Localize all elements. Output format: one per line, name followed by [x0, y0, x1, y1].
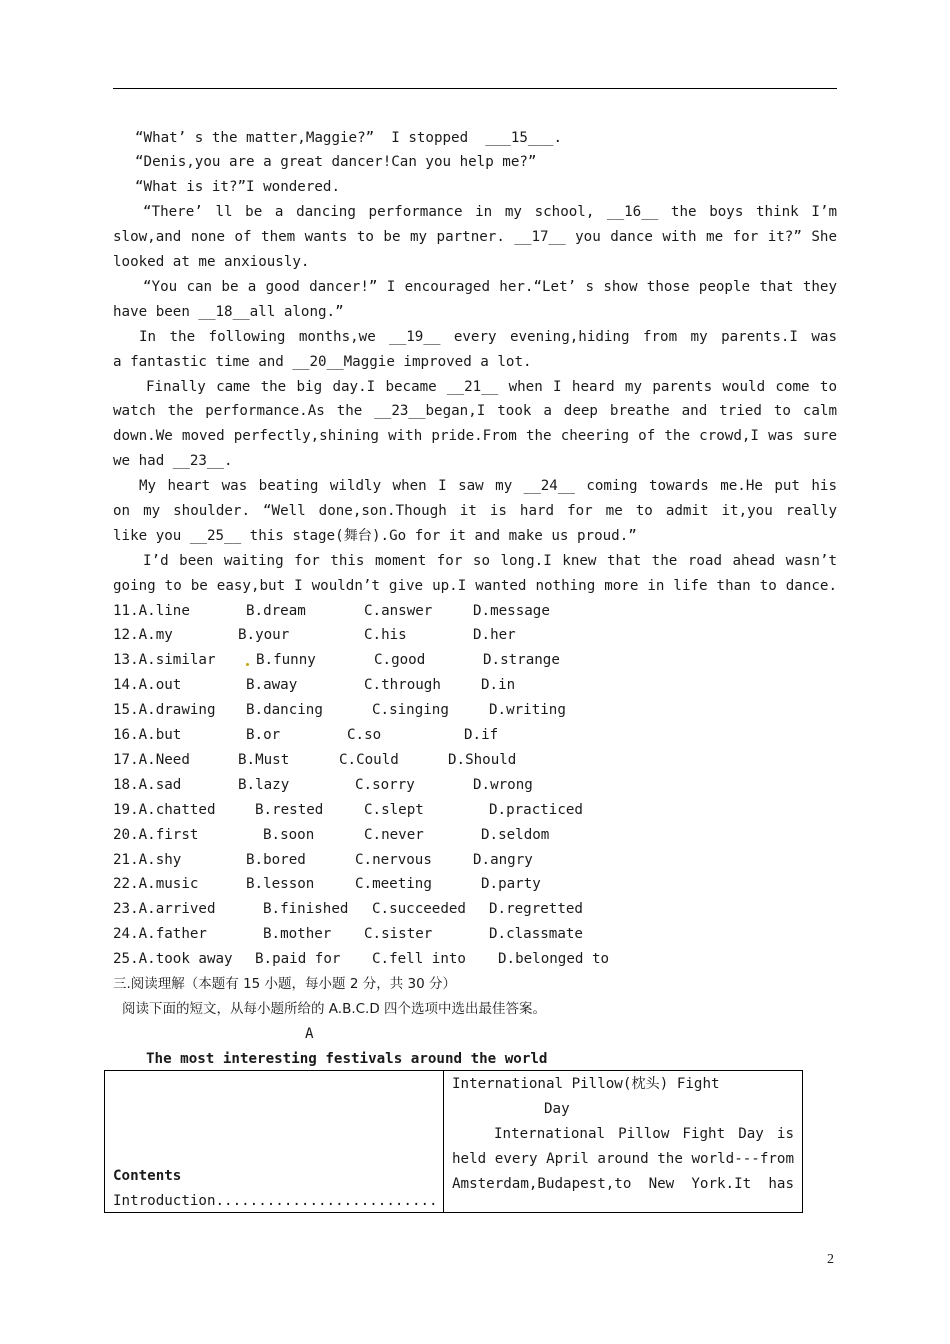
option-d: D.Should [448, 752, 517, 768]
passage-line: a fantastic time and __20__Maggie improved a lot. [113, 354, 532, 370]
option-c: C.so [347, 727, 382, 743]
option-b: B.your [238, 627, 290, 643]
option-d: D.her [473, 627, 516, 643]
passage-line: “There’ ll be a dancing performance in my school, __16__ the boys think I’m [143, 204, 837, 220]
option-c: C.fell into [372, 951, 466, 967]
festival-line: held every April around the world---from [452, 1151, 794, 1167]
option-c: C.his [364, 627, 407, 643]
option-c: C.succeeded [372, 901, 466, 917]
option-c: C.nervous [355, 852, 432, 868]
option-c: C.sister [364, 926, 433, 942]
option-a: 16.A.but [113, 727, 182, 743]
page-number: 2 [827, 1252, 834, 1267]
passage-line: “You can be a good dancer!” I encouraged her.“Let’ s show those people that they [143, 279, 837, 295]
option-b: B.dancing [246, 702, 323, 718]
option-c: C.singing [372, 702, 449, 718]
section-heading: 三.阅读理解（本题有 15 小题，每小题 2 分，共 30 分） [113, 976, 456, 992]
option-b: B.rested [255, 802, 324, 818]
option-b: B.lazy [238, 777, 290, 793]
option-c: C.never [364, 827, 424, 843]
option-a: 15.A.drawing [113, 702, 216, 718]
festival-line: International Pillow(枕头) Fight [452, 1076, 720, 1092]
option-a: 13.A.similar [113, 652, 216, 668]
option-a: 24.A.father [113, 926, 207, 942]
option-c: C.answer [364, 603, 433, 619]
option-b: B.soon [263, 827, 315, 843]
option-c: C.sorry [355, 777, 415, 793]
contents-label: Contents [113, 1168, 182, 1184]
option-b: B.or [246, 727, 281, 743]
option-a: 12.A.my [113, 627, 173, 643]
passage-line: like you __25__ this stage(舞台).Go for it and make us proud.” [113, 528, 637, 544]
introduction-entry: Introduction.......................... [113, 1193, 438, 1209]
option-b: B.lesson [246, 876, 315, 892]
passage-line: going to be easy,but I wouldn’t give up.I wanted nothing more in life than to dance. [113, 578, 837, 594]
header-rule [113, 88, 837, 89]
option-d: D.message [473, 603, 550, 619]
passage-line: we had __23__. [113, 453, 233, 469]
option-d: D.writing [489, 702, 566, 718]
option-a: 18.A.sad [113, 777, 182, 793]
passage-line: In the following months,we __19__ every evening,hiding from my parents.I was [139, 329, 837, 345]
option-b: B.mother [263, 926, 332, 942]
stray-mark [246, 663, 249, 666]
option-b: B.paid for [255, 951, 341, 967]
passage-line: have been __18__all along.” [113, 304, 344, 320]
passage-line: My heart was beating wildly when I saw my __24__ coming towards me.He put his [139, 478, 837, 494]
festival-table [104, 1070, 803, 1213]
option-c: C.through [364, 677, 441, 693]
option-c: C.meeting [355, 876, 432, 892]
option-b: B.away [246, 677, 298, 693]
option-b: B.funny [256, 652, 316, 668]
option-c: C.slept [364, 802, 424, 818]
option-d: D.classmate [489, 926, 583, 942]
passage-line: “What is it?”I wondered. [135, 179, 340, 195]
option-a: 19.A.chatted [113, 802, 216, 818]
passage-title: The most interesting festivals around the world [146, 1051, 548, 1067]
option-a: 21.A.shy [113, 852, 182, 868]
festival-line: Day [544, 1101, 570, 1117]
passage-line: watch the performance.As the __23__began,I took a deep breathe and tried to calm [113, 403, 837, 419]
passage-line: down.We moved perfectly,shining with pride.From the cheering of the crowd,I was sure [113, 428, 837, 444]
passage-line: I’d been waiting for this moment for so long.I knew that the road ahead wasn’t [143, 553, 837, 569]
option-c: C.Could [339, 752, 399, 768]
option-a: 11.A.line [113, 603, 190, 619]
festival-text-cell [444, 1071, 803, 1213]
option-d: D.wrong [473, 777, 533, 793]
option-d: D.if [464, 727, 499, 743]
passage-line: “Denis,you are a great dancer!Can you help me?” [135, 154, 537, 170]
passage-line: Finally came the big day.I became __21__ when I heard my parents would come to [146, 379, 837, 395]
option-a: 17.A.Need [113, 752, 190, 768]
passage-line: “What’ s the matter,Maggie?” I stopped ___15___. [135, 130, 563, 146]
passage-line: slow,and none of them wants to be my partner. __17__ you dance with me for it?” She [113, 229, 837, 245]
passage-line: looked at me anxiously. [113, 254, 310, 270]
option-d: D.regretted [489, 901, 583, 917]
option-d: D.belonged to [498, 951, 610, 967]
option-b: B.bored [246, 852, 306, 868]
option-d: D.angry [473, 852, 533, 868]
option-a: 23.A.arrived [113, 901, 216, 917]
festival-line: International Pillow Fight Day is [494, 1126, 794, 1142]
section-instruction: 阅读下面的短文，从每小题所给的 A.B.C.D 四个选项中选出最佳答案。 [122, 1001, 547, 1017]
option-a: 25.A.took away [113, 951, 233, 967]
option-d: D.party [481, 876, 541, 892]
festival-line: Amsterdam,Budapest,to New York.It has [452, 1176, 794, 1192]
option-b: B.finished [263, 901, 349, 917]
option-d: D.seldom [481, 827, 550, 843]
option-b: B.dream [246, 603, 306, 619]
option-d: D.practiced [489, 802, 583, 818]
option-a: 22.A.music [113, 876, 199, 892]
contents-cell [105, 1071, 444, 1213]
option-d: D.strange [483, 652, 560, 668]
part-label: A [305, 1026, 314, 1042]
option-a: 20.A.first [113, 827, 199, 843]
option-b: B.Must [238, 752, 290, 768]
option-c: C.good [374, 652, 426, 668]
passage-line: on my shoulder. “Well done,son.Though it is hard for me to admit it,you really [113, 503, 837, 519]
option-a: 14.A.out [113, 677, 182, 693]
option-d: D.in [481, 677, 516, 693]
